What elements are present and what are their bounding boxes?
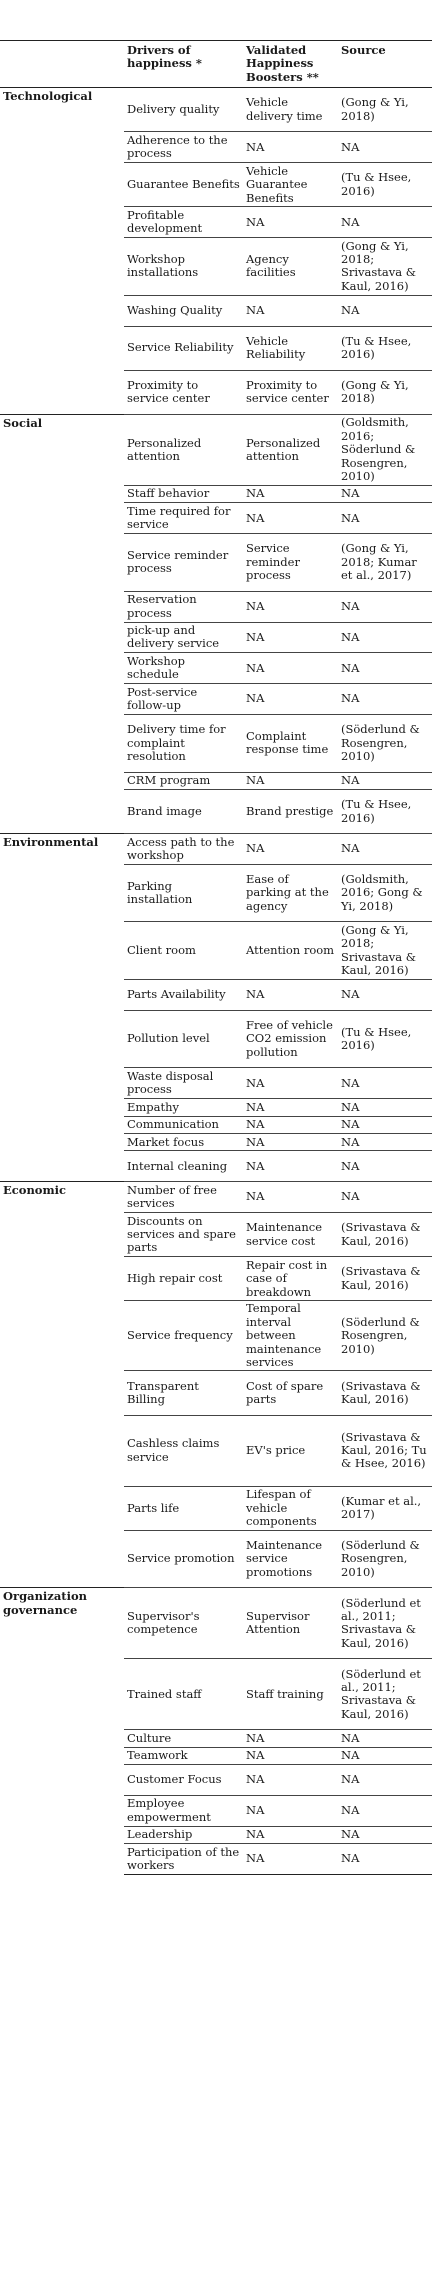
- happiness-drivers-table: [0, 40, 432, 1875]
- driver-cell: Client room: [124, 922, 243, 980]
- booster-cell: Agency facilities: [243, 238, 338, 296]
- category-cell: Environmental: [0, 834, 124, 1182]
- header-row: [0, 41, 432, 88]
- booster-cell: Free of vehicle CO2 emission pollution: [243, 1010, 338, 1068]
- booster-cell: NA: [243, 1068, 338, 1099]
- booster-cell: Maintenance service cost: [243, 1213, 338, 1257]
- source-cell: NA: [338, 591, 432, 622]
- booster-cell: Vehicle delivery time: [243, 88, 338, 132]
- booster-cell: NA: [243, 653, 338, 684]
- source-cell: NA: [338, 653, 432, 684]
- source-cell: (Srivastava & Kaul, 2016): [338, 1371, 432, 1415]
- driver-cell: Employee empowerment: [124, 1795, 243, 1826]
- driver-cell: High repair cost: [124, 1257, 243, 1301]
- source-cell: NA: [338, 1826, 432, 1843]
- booster-cell: Maintenance service promotions: [243, 1530, 338, 1588]
- driver-cell: Market focus: [124, 1134, 243, 1151]
- booster-cell: NA: [243, 1826, 338, 1843]
- booster-cell: Supervisor Attention: [243, 1588, 338, 1659]
- source-cell: NA: [338, 684, 432, 715]
- driver-cell: Guarantee Benefits: [124, 163, 243, 207]
- driver-cell: Trained staff: [124, 1659, 243, 1730]
- booster-cell: NA: [243, 834, 338, 865]
- source-cell: (Srivastava & Kaul, 2016): [338, 1213, 432, 1257]
- table-body: [0, 88, 432, 1875]
- driver-cell: Time required for service: [124, 503, 243, 534]
- source-cell: NA: [338, 1795, 432, 1826]
- driver-cell: Access path to the workshop: [124, 834, 243, 865]
- table-row: [0, 834, 432, 865]
- booster-cell: NA: [243, 1765, 338, 1796]
- header-source: Source: [341, 43, 386, 57]
- driver-cell: Workshop installations: [124, 238, 243, 296]
- booster-cell: Temporal interval between maintenance services: [243, 1301, 338, 1371]
- source-cell: NA: [338, 1116, 432, 1133]
- header-category: [0, 41, 124, 88]
- booster-cell: Service reminder process: [243, 534, 338, 592]
- booster-cell: NA: [243, 1747, 338, 1764]
- booster-cell: NA: [243, 772, 338, 789]
- booster-cell: Personalized attention: [243, 414, 338, 485]
- happiness-drivers-table-container: [0, 40, 432, 1875]
- table-header: [0, 41, 432, 88]
- driver-cell: Parts Availability: [124, 980, 243, 1011]
- driver-cell: CRM program: [124, 772, 243, 789]
- source-cell: NA: [338, 1151, 432, 1182]
- driver-cell: Participation of the workers: [124, 1844, 243, 1875]
- booster-cell: EV's price: [243, 1415, 338, 1486]
- booster-cell: NA: [243, 503, 338, 534]
- booster-cell: NA: [243, 684, 338, 715]
- source-cell: (Tu & Hsee, 2016): [338, 326, 432, 370]
- booster-cell: NA: [243, 591, 338, 622]
- table-row: [0, 88, 432, 132]
- driver-cell: Number of free services: [124, 1182, 243, 1213]
- driver-cell: Personalized attention: [124, 414, 243, 485]
- driver-cell: Discounts on services and spare parts: [124, 1213, 243, 1257]
- source-cell: (Tu & Hsee, 2016): [338, 1010, 432, 1068]
- source-cell: (Söderlund et al., 2011; Srivastava & Kaul, 2016): [338, 1659, 432, 1730]
- table-row: [0, 414, 432, 485]
- source-cell: (Gong & Yi, 2018; Srivastava & Kaul, 2016): [338, 922, 432, 980]
- booster-cell: NA: [243, 1844, 338, 1875]
- source-cell: (Goldsmith, 2016; Gong & Yi, 2018): [338, 864, 432, 922]
- source-cell: NA: [338, 1068, 432, 1099]
- driver-cell: Customer Focus: [124, 1765, 243, 1796]
- booster-cell: NA: [243, 1795, 338, 1826]
- source-cell: NA: [338, 132, 432, 163]
- source-cell: NA: [338, 980, 432, 1011]
- booster-cell: Attention room: [243, 922, 338, 980]
- driver-cell: Service promotion: [124, 1530, 243, 1588]
- driver-cell: Supervisor's competence: [124, 1588, 243, 1659]
- header-drivers: Drivers of happiness *: [127, 43, 202, 71]
- table-row: [0, 1588, 432, 1659]
- booster-cell: NA: [243, 1182, 338, 1213]
- driver-cell: Pollution level: [124, 1010, 243, 1068]
- driver-cell: Adherence to the process: [124, 132, 243, 163]
- source-cell: (Söderlund & Rosengren, 2010): [338, 714, 432, 772]
- source-cell: (Tu & Hsee, 2016): [338, 163, 432, 207]
- driver-cell: Transparent Billing: [124, 1371, 243, 1415]
- driver-cell: Delivery quality: [124, 88, 243, 132]
- driver-cell: Leadership: [124, 1826, 243, 1843]
- driver-cell: Empathy: [124, 1099, 243, 1116]
- booster-cell: Brand prestige: [243, 789, 338, 833]
- booster-cell: Repair cost in case of breakdown: [243, 1257, 338, 1301]
- driver-cell: Service Reliability: [124, 326, 243, 370]
- source-cell: NA: [338, 1134, 432, 1151]
- booster-cell: Lifespan of vehicle components: [243, 1486, 338, 1530]
- driver-cell: Communication: [124, 1116, 243, 1133]
- booster-cell: Complaint response time: [243, 714, 338, 772]
- category-cell: Social: [0, 414, 124, 833]
- booster-cell: NA: [243, 1134, 338, 1151]
- source-cell: NA: [338, 485, 432, 502]
- booster-cell: NA: [243, 1730, 338, 1747]
- booster-cell: NA: [243, 622, 338, 653]
- driver-cell: Parking installation: [124, 864, 243, 922]
- header-boosters: Validated Happiness Boosters **: [246, 43, 319, 84]
- source-cell: NA: [338, 207, 432, 238]
- booster-cell: Cost of spare parts: [243, 1371, 338, 1415]
- driver-cell: Post-service follow-up: [124, 684, 243, 715]
- source-cell: (Gong & Yi, 2018; Kumar et al., 2017): [338, 534, 432, 592]
- category-cell: Organization governance: [0, 1588, 124, 1875]
- driver-cell: Proximity to service center: [124, 370, 243, 414]
- source-cell: (Söderlund & Rosengren, 2010): [338, 1530, 432, 1588]
- driver-cell: Delivery time for complaint resolution: [124, 714, 243, 772]
- source-cell: (Srivastava & Kaul, 2016): [338, 1257, 432, 1301]
- booster-cell: NA: [243, 132, 338, 163]
- source-cell: (Gong & Yi, 2018; Srivastava & Kaul, 2016): [338, 238, 432, 296]
- booster-cell: NA: [243, 295, 338, 326]
- driver-cell: Service frequency: [124, 1301, 243, 1371]
- source-cell: NA: [338, 772, 432, 789]
- driver-cell: Washing Quality: [124, 295, 243, 326]
- booster-cell: Proximity to service center: [243, 370, 338, 414]
- source-cell: NA: [338, 1765, 432, 1796]
- source-cell: NA: [338, 1182, 432, 1213]
- source-cell: (Gong & Yi, 2018): [338, 370, 432, 414]
- source-cell: NA: [338, 622, 432, 653]
- source-cell: NA: [338, 1844, 432, 1875]
- source-cell: NA: [338, 1099, 432, 1116]
- category-cell: Economic: [0, 1182, 124, 1588]
- source-cell: (Goldsmith, 2016; Söderlund & Rosengren, 2010): [338, 414, 432, 485]
- driver-cell: Brand image: [124, 789, 243, 833]
- driver-cell: Service reminder process: [124, 534, 243, 592]
- driver-cell: Reservation process: [124, 591, 243, 622]
- booster-cell: Vehicle Guarantee Benefits: [243, 163, 338, 207]
- booster-cell: Vehicle Reliability: [243, 326, 338, 370]
- booster-cell: NA: [243, 1116, 338, 1133]
- driver-cell: Profitable development: [124, 207, 243, 238]
- source-cell: NA: [338, 834, 432, 865]
- booster-cell: NA: [243, 1099, 338, 1116]
- source-cell: (Gong & Yi, 2018): [338, 88, 432, 132]
- driver-cell: Teamwork: [124, 1747, 243, 1764]
- booster-cell: NA: [243, 980, 338, 1011]
- source-cell: NA: [338, 1730, 432, 1747]
- booster-cell: Staff training: [243, 1659, 338, 1730]
- category-cell: Technological: [0, 88, 124, 415]
- source-cell: (Söderlund & Rosengren, 2010): [338, 1301, 432, 1371]
- driver-cell: Workshop schedule: [124, 653, 243, 684]
- driver-cell: Culture: [124, 1730, 243, 1747]
- driver-cell: Parts life: [124, 1486, 243, 1530]
- source-cell: NA: [338, 503, 432, 534]
- driver-cell: Staff behavior: [124, 485, 243, 502]
- source-cell: (Söderlund et al., 2011; Srivastava & Kaul, 2016): [338, 1588, 432, 1659]
- booster-cell: Ease of parking at the agency: [243, 864, 338, 922]
- source-cell: NA: [338, 295, 432, 326]
- booster-cell: NA: [243, 207, 338, 238]
- driver-cell: Internal cleaning: [124, 1151, 243, 1182]
- source-cell: NA: [338, 1747, 432, 1764]
- table-row: [0, 1182, 432, 1213]
- booster-cell: NA: [243, 1151, 338, 1182]
- source-cell: (Tu & Hsee, 2016): [338, 789, 432, 833]
- booster-cell: NA: [243, 485, 338, 502]
- driver-cell: Cashless claims service: [124, 1415, 243, 1486]
- source-cell: (Kumar et al., 2017): [338, 1486, 432, 1530]
- source-cell: (Srivastava & Kaul, 2016; Tu & Hsee, 2016): [338, 1415, 432, 1486]
- driver-cell: Waste disposal process: [124, 1068, 243, 1099]
- driver-cell: pick-up and delivery service: [124, 622, 243, 653]
